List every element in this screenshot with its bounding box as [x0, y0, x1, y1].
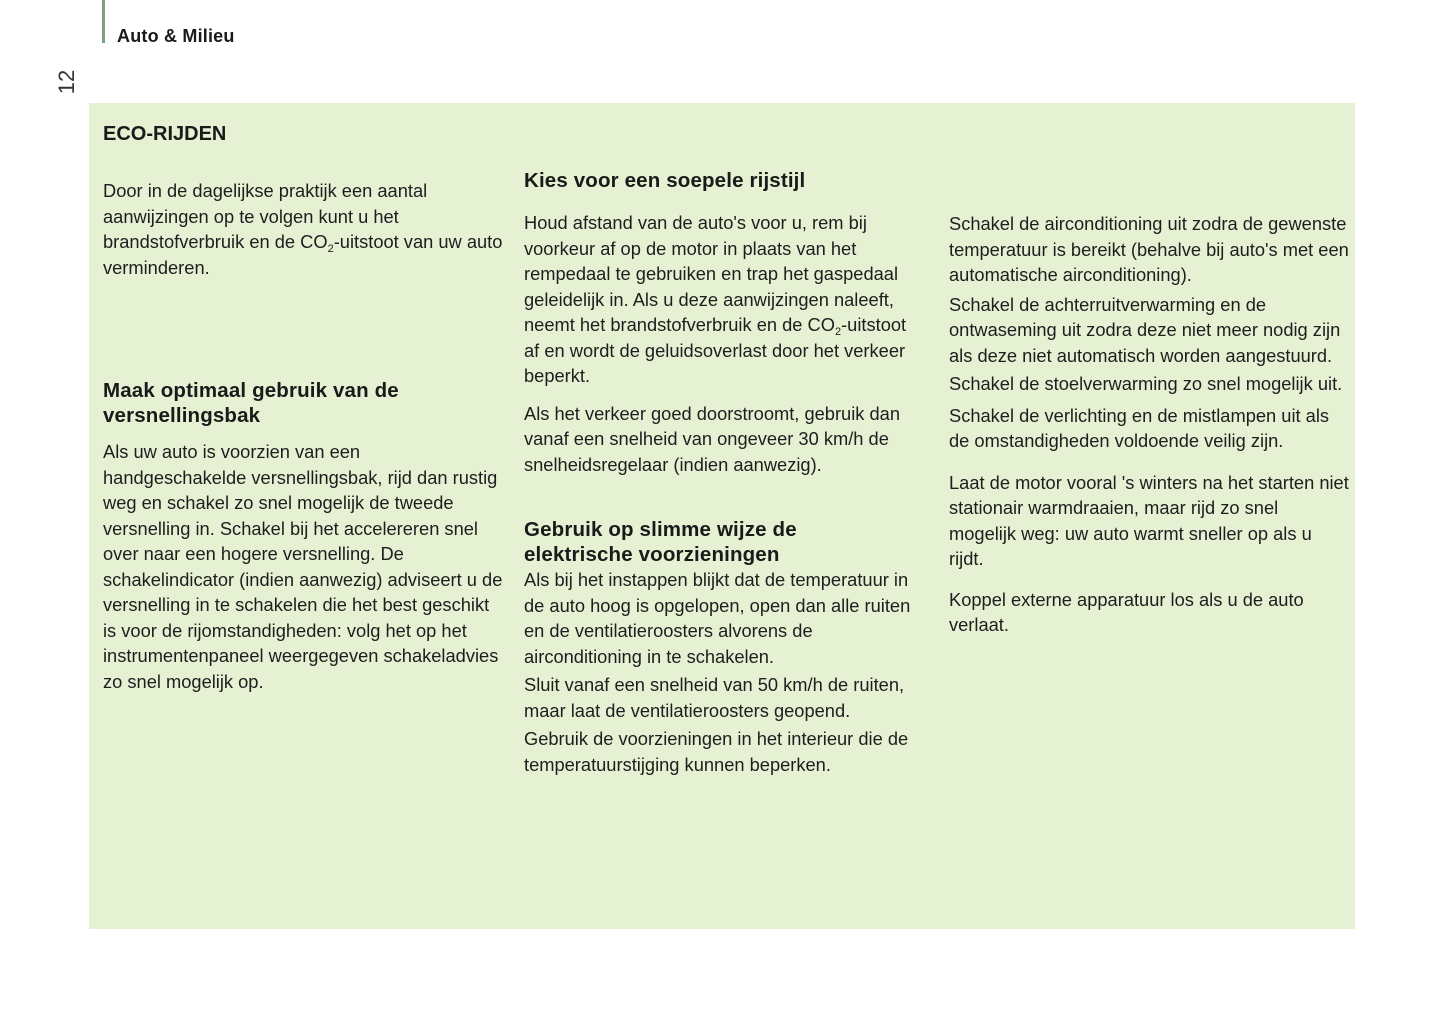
column-2: [524, 168, 924, 777]
column-3: [949, 211, 1349, 638]
electrical-paragraph-3: Gebruik de voorzieningen in het interieur die de temperatuurstijging kunnen beperken.: [524, 728, 909, 775]
header-title: Auto & Milieu: [117, 26, 235, 46]
electrical-paragraph-2: Sluit vanaf een snelheid van 50 km/h de ruiten, maar laat de ventilatieroosters geopend.: [524, 674, 905, 721]
engine-warmup-paragraph: Laat de motor vooral 's winters na het starten niet stationair warmdraaien, maar rijd zo snel mogelijk weg: uw auto warmt sneller op als u rijdt.: [949, 471, 1349, 569]
smooth-driving-paragraph-2: Als het verkeer goed doorstroomt, gebruik dan vanaf een snelheid van ongeveer 30 km/h de snelheidsregelaar (indien aanwezig).: [524, 402, 900, 475]
page-number: 12: [54, 69, 79, 95]
electrical-heading: Gebruik op slimme wijze de elektrische voorzieningen: [524, 518, 797, 566]
rear-window-paragraph: Schakel de achterruitverwarming en de ontwaseming uit zodra deze niet meer nodig zijn als deze niet automatisch worden aangestuurd.: [949, 293, 1341, 366]
intro-paragraph: Door in de dagelijkse praktijk een aantal aanwijzingen op te volgen kunt u het brandstofverbruik en de $CO_2$-uitstoot van uw auto verminderen.: [103, 180, 503, 278]
electrical-paragraph-1: Als bij het instappen blijkt dat de temperatuur in de auto hoog is opgelopen, open dan alle ruiten en de ventilatieroosters alvorens de airconditioning in te schakelen.: [524, 569, 911, 667]
section-title: ECO-RIJDEN: [103, 123, 227, 145]
column-1: [103, 121, 503, 694]
aircon-paragraph: Schakel de airconditioning uit zodra de gewenste temperatuur is bereikt (behalve bij auto's met een automatische airconditioning).: [949, 213, 1349, 285]
external-devices-paragraph: Koppel externe apparatuur los als u de auto verlaat.: [949, 588, 1304, 635]
smooth-driving-paragraph-1: Houd afstand van de auto's voor u, rem bij voorkeur af op de motor in plaats van het rempedaal te gebruiken en trap het gaspedaal geleidelijk in. Als u deze aanwijzingen naleeft, neemt het brandstofverbruik en de $CO_2$-uitstoot af en wordt de geluidsoverlast door het verkeer beperkt.: [524, 212, 907, 386]
gearbox-paragraph: Als uw auto is voorzien van een handgeschakelde versnellingsbak, rijd dan rustig weg en schakel zo snel mogelijk de tweede versnelling in. Schakel bij het accelereren snel over naar een hogere versnelling. De schakelindicator (indien aanwezig) adviseert u de versnelling in te schakelen die het best geschikt is voor de rijomstandigheden: volg het op het instrumentenpaneel weergegeven schakeladvies zo snel mogelijk op.: [103, 441, 503, 692]
seat-heating-paragraph: Schakel de stoelverwarming zo snel mogelijk uit.: [949, 373, 1343, 394]
lights-paragraph: Schakel de verlichting en de mistlampen uit als de omstandigheden voldoende veilig zijn.: [949, 404, 1330, 451]
gearbox-heading: Maak optimaal gebruik van de versnellingsbak: [103, 379, 399, 427]
smooth-driving-heading: Kies voor een soepele rijstijl: [524, 169, 806, 192]
header-accent-bar: [102, 0, 105, 43]
